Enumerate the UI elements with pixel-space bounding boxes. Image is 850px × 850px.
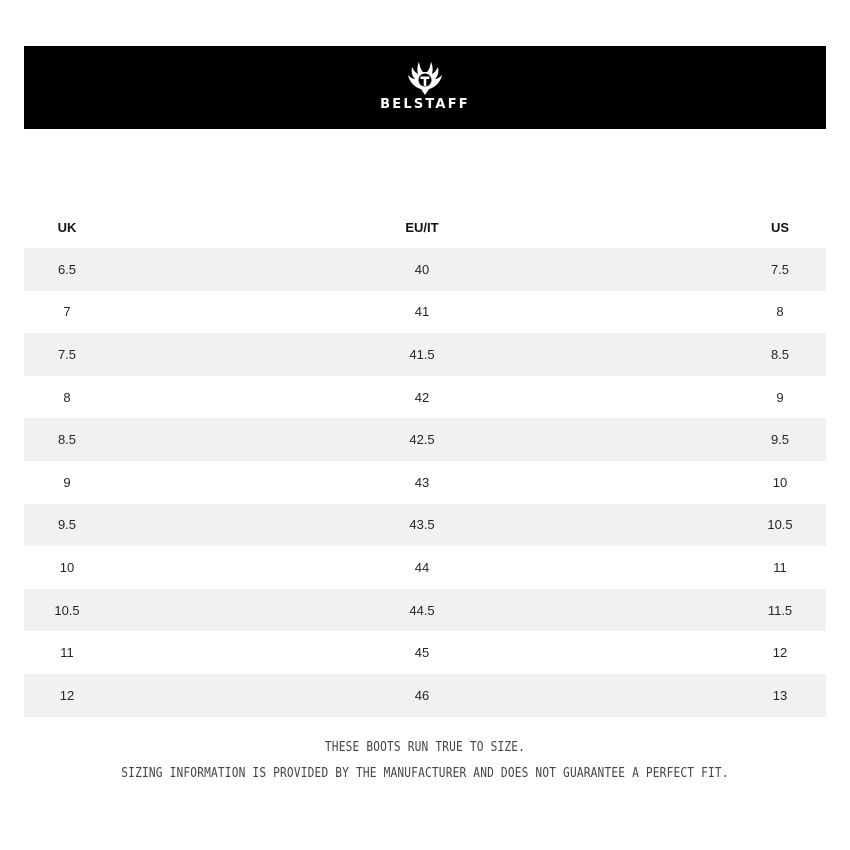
cell-uk: 9 [63, 474, 71, 490]
column-header-us: US [770, 219, 790, 235]
cell-eu-it: 44.5 [409, 602, 435, 618]
cell-uk: 7.5 [57, 346, 77, 362]
cell-uk: 9.5 [57, 517, 77, 533]
cell-eu-it: 40 [414, 261, 430, 277]
cell-uk: 7 [63, 304, 71, 320]
cell-us: 9 [776, 389, 784, 405]
cell-eu-it: 41.5 [409, 346, 435, 362]
table-body [24, 248, 826, 717]
table-row [24, 674, 826, 717]
table-row [24, 248, 826, 291]
table-row [24, 631, 826, 674]
phoenix-emblem-icon [405, 60, 445, 96]
cell-uk: 8.5 [57, 432, 77, 448]
cell-uk: 10.5 [54, 602, 80, 618]
cell-eu-it: 45 [414, 645, 430, 661]
cell-eu-it: 43.5 [409, 517, 435, 533]
table-row [24, 589, 826, 632]
cell-us: 8 [776, 304, 784, 320]
cell-eu-it: 43 [414, 474, 430, 490]
brand-header [24, 46, 826, 129]
disclaimer-note: SIZING INFORMATION IS PROVIDED BY THE MANUFACTURER AND DOES NOT GUARANTEE A PERFECT FIT. [121, 766, 729, 781]
table-header-row [24, 206, 826, 248]
cell-us: 10 [772, 474, 788, 490]
cell-us: 13 [772, 687, 788, 703]
cell-eu-it: 46 [414, 687, 430, 703]
cell-us: 10.5 [767, 517, 793, 533]
size-chart-table [24, 206, 826, 717]
table-row [24, 418, 826, 461]
cell-us: 9.5 [770, 432, 790, 448]
column-header-uk: UK [57, 219, 77, 235]
table-row [24, 546, 826, 589]
table-row [24, 291, 826, 334]
cell-uk: 8 [63, 389, 71, 405]
brand-wordmark: BELSTAFF [380, 96, 470, 112]
column-header-eu-it: EU/IT [405, 219, 439, 235]
table-row [24, 333, 826, 376]
table-row [24, 504, 826, 547]
fit-note: THESE BOOTS RUN TRUE TO SIZE. [324, 740, 526, 755]
cell-eu-it: 44 [414, 559, 430, 575]
table-row [24, 461, 826, 504]
cell-us: 11.5 [767, 602, 793, 618]
cell-uk: 10 [59, 559, 75, 575]
cell-eu-it: 41 [414, 304, 430, 320]
cell-us: 11 [773, 559, 787, 575]
cell-us: 8.5 [770, 346, 790, 362]
cell-us: 12 [772, 645, 788, 661]
cell-uk: 11 [60, 645, 74, 661]
cell-us: 7.5 [770, 261, 790, 277]
cell-eu-it: 42 [414, 389, 430, 405]
table-row [24, 376, 826, 419]
cell-uk: 6.5 [57, 261, 77, 277]
cell-uk: 12 [59, 687, 75, 703]
cell-eu-it: 42.5 [409, 432, 435, 448]
